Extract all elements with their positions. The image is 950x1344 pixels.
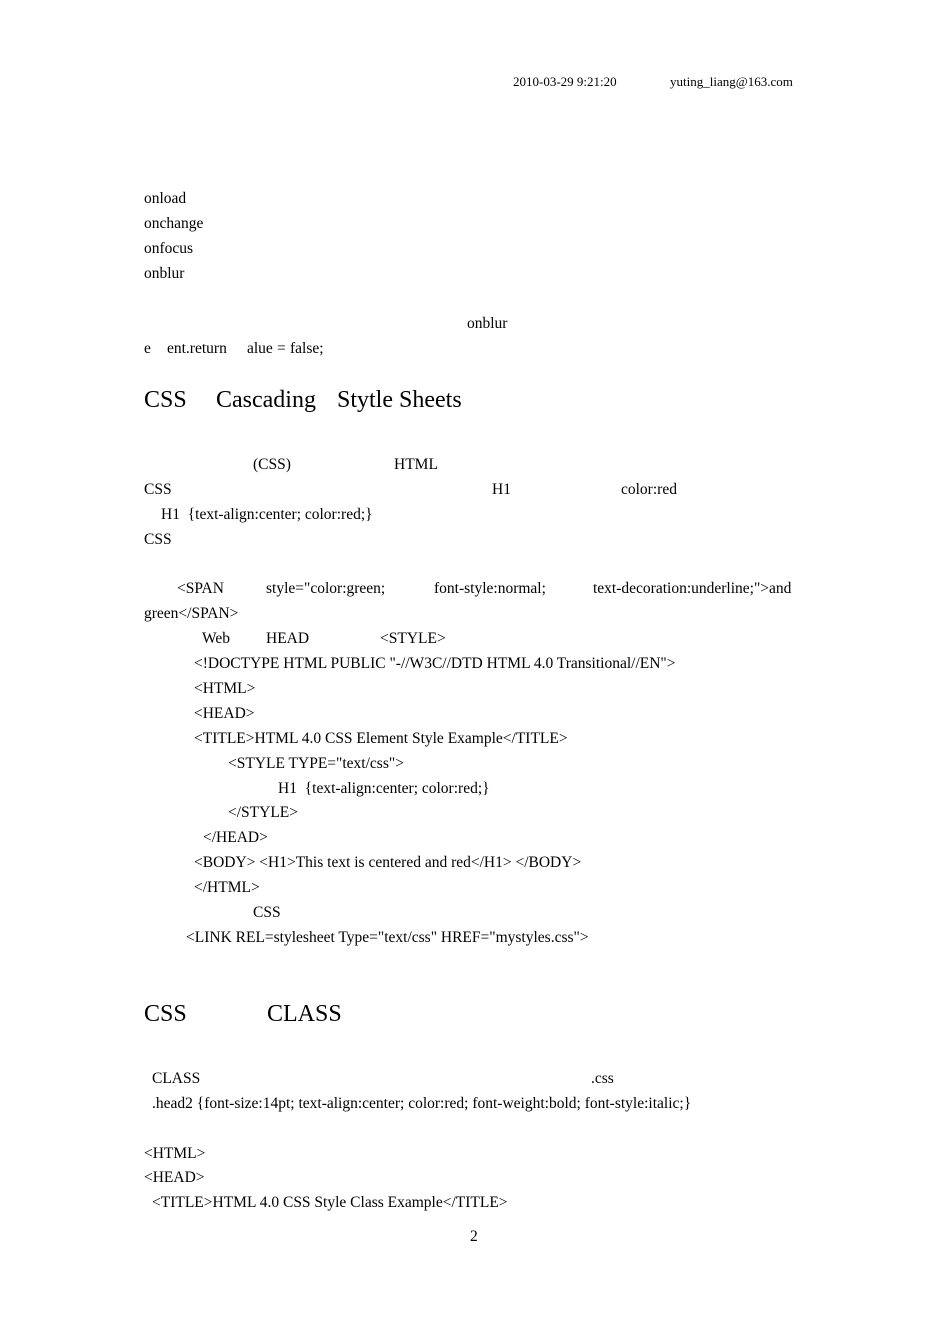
event-onblur: onblur <box>144 265 185 282</box>
class-heading-css: CSS <box>144 1001 187 1027</box>
span-w3: font-style:normal; <box>434 580 546 597</box>
class-code-line: <TITLE>HTML 4.0 CSS Style Class Example</TITLE> <box>152 1194 508 1211</box>
css-intro-h1-rule: H1 {text-align:center; color:red;} <box>161 506 373 523</box>
return-ent: ent.return <box>167 340 227 357</box>
css-heading-style-sheets: Stytle Sheets <box>337 387 462 413</box>
event-onfocus: onfocus <box>144 240 194 257</box>
code-line: <HEAD> <box>194 705 255 722</box>
onblur-note: onblur <box>467 315 508 332</box>
code-line: </HEAD> <box>203 829 268 846</box>
class-heading-class: CLASS <box>267 1001 342 1027</box>
event-onload: onload <box>144 190 187 207</box>
return-alue: alue <box>247 340 273 357</box>
css-intro-html: HTML <box>394 456 438 473</box>
code-line: <STYLE TYPE="text/css"> <box>228 755 404 772</box>
header-timestamp: 2010-03-29 9:21:20 <box>513 74 617 89</box>
page-number: 2 <box>470 1228 478 1245</box>
code-line: <HTML> <box>194 680 256 697</box>
class-code-line: <HEAD> <box>144 1169 205 1186</box>
span-w1: <SPAN <box>177 580 224 597</box>
return-e: e <box>144 340 151 357</box>
external-css-link: <LINK REL=stylesheet Type="text/css" HREF="mystyles.css"> <box>186 929 589 946</box>
code-line: </STYLE> <box>228 804 299 821</box>
head-label: HEAD <box>266 630 310 647</box>
css-heading-css: CSS <box>144 387 187 413</box>
class-label: CLASS <box>152 1070 201 1087</box>
css-intro-css2: CSS <box>144 531 172 548</box>
external-css-label: CSS <box>253 904 281 921</box>
css-paren: (CSS) <box>253 456 291 473</box>
event-onchange: onchange <box>144 215 204 232</box>
style-label: <STYLE> <box>380 630 446 647</box>
code-line: <!DOCTYPE HTML PUBLIC "-//W3C//DTD HTML 4.0 Transitional//EN"> <box>194 655 676 672</box>
code-line: <BODY> <H1>This text is centered and red</H1> </BODY> <box>194 854 582 871</box>
code-line: <TITLE>HTML 4.0 CSS Element Style Example</TITLE> <box>194 730 568 747</box>
code-line: </HTML> <box>194 879 260 896</box>
span-w4: text-decoration:underline;">and <box>593 580 792 597</box>
css-heading-cascading: Cascading <box>216 387 316 413</box>
span-w2: style="color:green; <box>266 580 386 597</box>
code-line: H1 {text-align:center; color:red;} <box>278 780 490 797</box>
head2-rule: .head2 {font-size:14pt; text-align:center; color:red; font-weight:bold; font-style:italic;} <box>152 1095 692 1112</box>
css-intro-h1: H1 <box>492 481 511 498</box>
return-eq: = <box>277 340 286 357</box>
header-email: yuting_liang@163.com <box>670 74 793 89</box>
class-code-line: <HTML> <box>144 1145 206 1162</box>
css-intro-colorred: color:red <box>621 481 677 498</box>
span-line2: green</SPAN> <box>144 605 239 622</box>
css-intro-css: CSS <box>144 481 172 498</box>
return-false: false; <box>290 340 324 357</box>
web-label: Web <box>202 630 231 647</box>
css-ext-label: .css <box>591 1070 614 1087</box>
